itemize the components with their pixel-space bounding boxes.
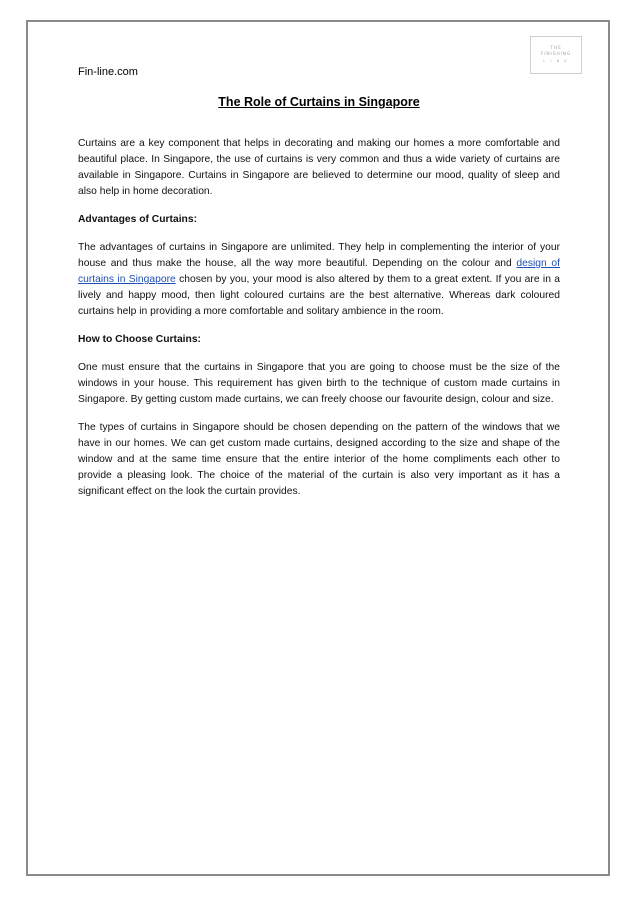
advantages-paragraph [78,240,560,320]
document-title: The Role of Curtains in Singapore [218,95,420,109]
advantages-text-start: The advantages of curtains in Singapore are unlimited. They help in complementing the interior of your house and thus make the house, all the way more beautiful. Depending on the colour and [78,242,560,269]
intro-paragraph: Curtains are a key component that helps in decorating and making our homes a more comfortable and beautiful place. In Singapore, the use of curtains is very common and thus a wide variety of curtains are available in Singapore. Curtains in Singapore are believed to determine our mood, quality of sleep and also help in home decoration. [78,138,560,197]
choose-paragraph-1: One must ensure that the curtains in Singapore that you are going to choose must be the size of the windows in your house. This requirement has given birth to the technique of custom made curtains in Singapore. By getting custom made curtains, we can freely choose our favourite design, colour and size. [78,362,560,405]
design-of-curtains-link[interactable]: design of curtains in Singapore [78,258,560,285]
advantages-text-end: chosen by you, your mood is also altered by them to a great extent. If you are in a lively and happy mood, then light coloured curtains are the best alternative. Whereas dark coloured curtains help in providing a more comfortable and solitary ambience in the room. [78,274,560,317]
choose-paragraph-2: The types of curtains in Singapore should be chosen depending on the pattern of the windows that we have in our homes. We can get custom made curtains, designed according to the size and shape of the window and at the same time ensure that the entire interior of the home compliments each other to provide a pleasing look. The choice of the material of the curtain is also very important as it has a significant effect on the look the curtain provides. [78,422,560,497]
logo-line-3: L I N E [543,59,569,63]
finishing-line-logo [530,36,582,74]
site-name: Fin-line.com [78,66,138,78]
advantages-heading: Advantages of Curtains: [78,214,198,225]
logo-line-1: THE [550,46,562,51]
choose-heading: How to Choose Curtains: [78,334,201,345]
document-body [78,136,560,500]
logo-line-2: FINISHING [540,52,572,57]
